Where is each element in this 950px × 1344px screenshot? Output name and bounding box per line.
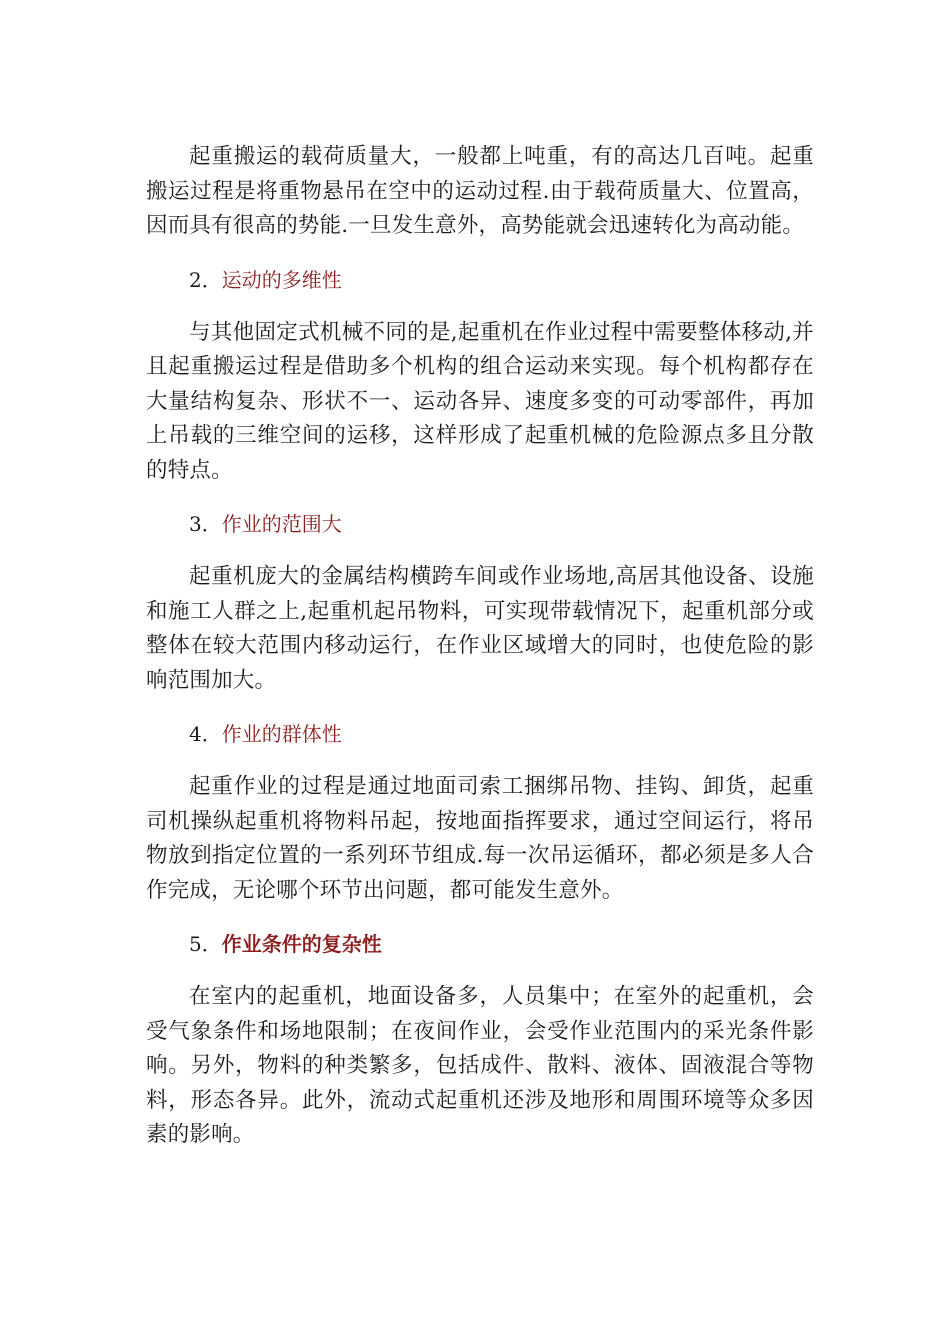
section-number: 4． xyxy=(189,722,222,746)
paragraph-group-work: 起重作业的过程是通过地面司索工捆绑吊物、挂钩、卸货，起重司机操纵起重机将物料吊起，按地面指挥要求，通过空间运行，将吊物放到指定位置的一系列环节组成.每一次吊运循环，都必须是多人合作完成，无论哪个环节出问题，都可能发生意外。 xyxy=(146,774,814,903)
paragraph-multidimensional-motion: 与其他固定式机械不同的是,起重机在作业过程中需要整体移动,并且起重搬运过程是借助多个机构的组合运动来实现。每个机构都存在大量结构复杂、形状不一、运动各异、速度多变的可动零部件，再加上吊载的三维空间的运移，这样形成了起重机械的危险源点多且分散的特点。 xyxy=(146,319,814,483)
section-title: 作业条件的复杂性 xyxy=(221,932,382,956)
section-heading-4 xyxy=(146,718,814,750)
paragraph-load-mass: 起重搬运的载荷质量大，一般都上吨重，有的高达几百吨。起重搬运过程是将重物悬吊在空中的运动过程.由于载荷质量大、位置高，因而具有很高的势能.一旦发生意外，高势能就会迅速转化为高动能。 xyxy=(146,144,814,238)
section-number: 3． xyxy=(189,512,222,536)
section-heading-3 xyxy=(146,508,814,540)
section-heading-5 xyxy=(146,928,814,960)
paragraph-large-range: 起重机庞大的金属结构横跨车间或作业场地,高居其他设备、设施和施工人群之上,起重机起吊物料，可实现带载情况下，起重机部分或整体在较大范围内移动运行，在作业区域增大的同时，也使危险的影响范围加大。 xyxy=(146,564,814,693)
section-title: 运动的多维性 xyxy=(221,267,342,292)
section-heading-2 xyxy=(146,264,814,296)
section-title: 作业的范围大 xyxy=(221,512,342,536)
paragraph-complex-conditions: 在室内的起重机，地面设备多，人员集中；在室外的起重机，会受气象条件和场地限制；在夜间作业，会受作业范围内的采光条件影响。另外，物料的种类繁多，包括成件、散料、液体、固液混合等物料，形态各异。此外，流动式起重机还涉及地形和周围环境等众多因素的影响。 xyxy=(146,984,814,1147)
section-number: 5． xyxy=(189,932,222,956)
section-number: 2． xyxy=(189,267,222,292)
section-title: 作业的群体性 xyxy=(221,722,342,746)
document-page xyxy=(146,140,814,1153)
